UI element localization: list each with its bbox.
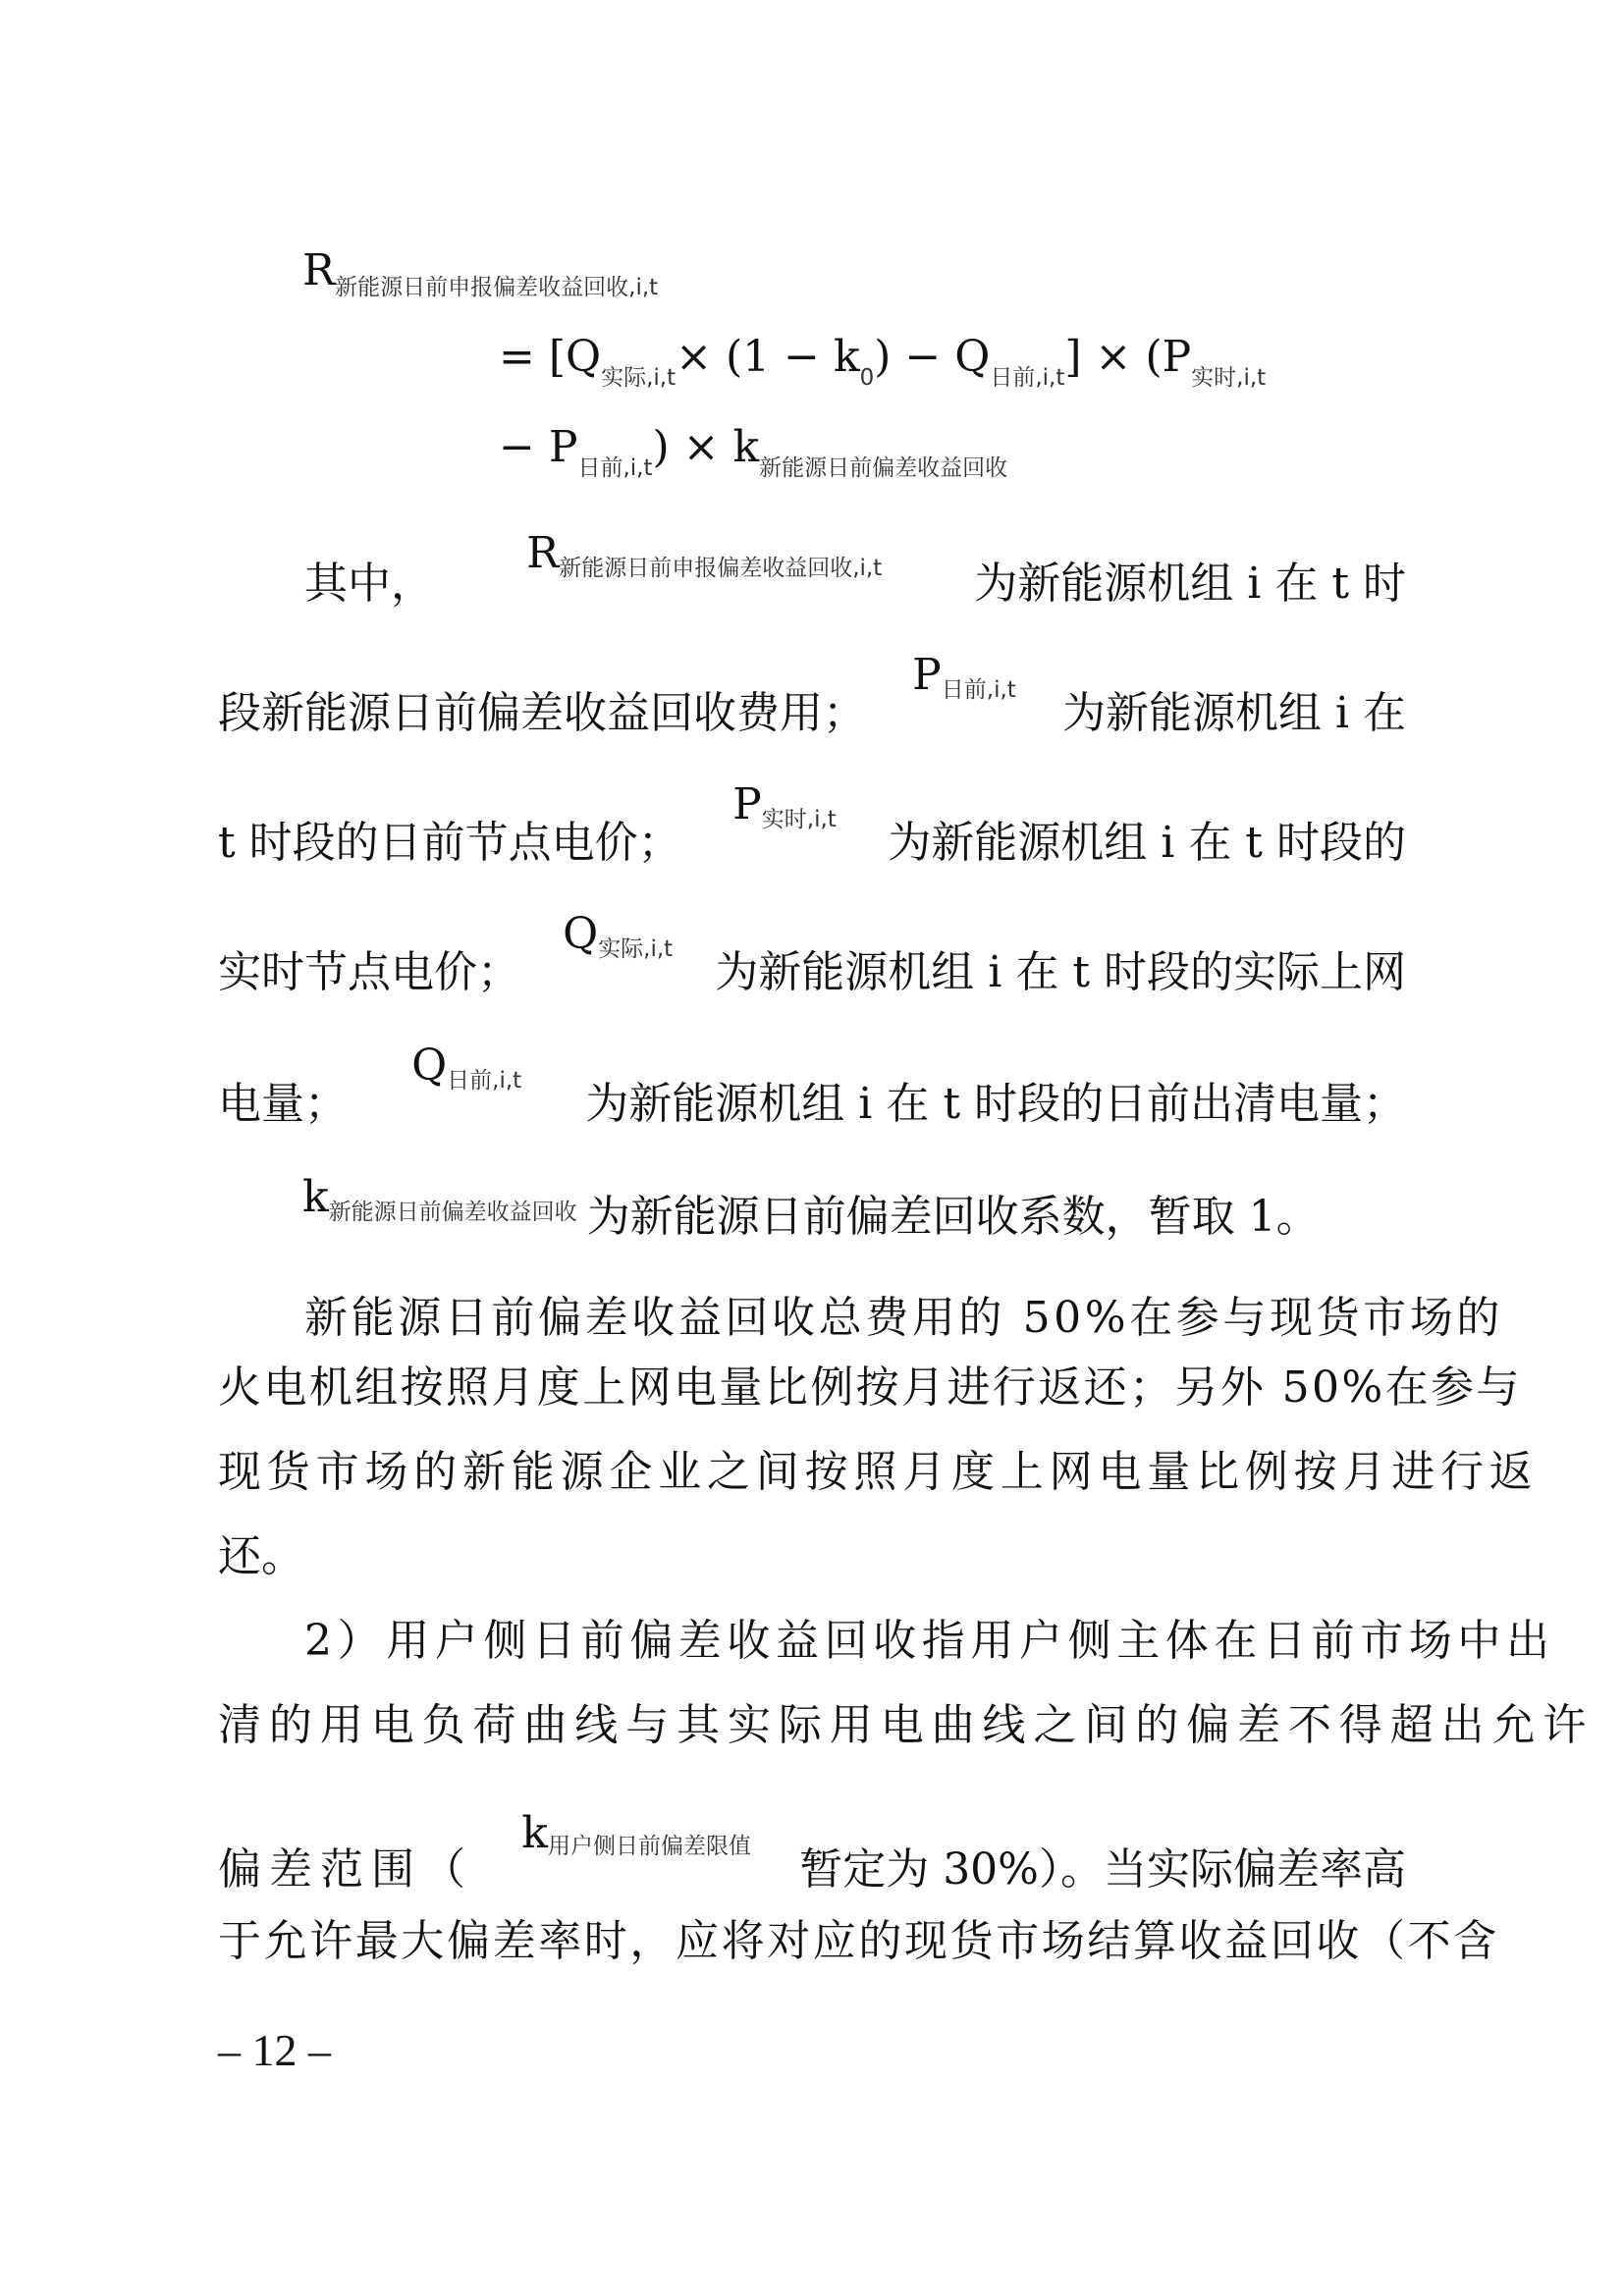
formula-sub: 新能源日前申报偏差收益回收,i,t bbox=[335, 275, 659, 300]
page-number: – 12 – bbox=[218, 2025, 331, 2075]
para2-line-1: 2）用户侧日前偏差收益回收指用户侧主体在日前市场中出 bbox=[304, 1616, 1555, 1666]
var-sub: 新能源日前偏差收益回收 bbox=[328, 1200, 577, 1225]
paragraph-text: 新能源日前偏差收益回收总费用的 50%在参与现货市场的 bbox=[304, 1293, 1503, 1343]
def-lead: t 时段的日前节点电价； bbox=[218, 818, 681, 868]
formula-line-3 bbox=[499, 422, 1008, 481]
def-line-5 bbox=[218, 1041, 1406, 1131]
var-sub: 实时,i,t bbox=[761, 807, 837, 832]
para2-line-3 bbox=[218, 1808, 1406, 1896]
para1-line-2: 火电机组按照月度上网电量比例按月进行返还；另外 50%在参与 bbox=[218, 1362, 1522, 1413]
formula-text: = [Q bbox=[499, 332, 602, 382]
def-lead: 段新能源日前偏差收益回收费用； bbox=[218, 688, 866, 738]
para2-tail: 暂定为 30%）。当实际偏差率高 bbox=[799, 1844, 1406, 1895]
def-line-1 bbox=[218, 528, 1406, 611]
para2-lead: 偏差范围（ bbox=[218, 1844, 473, 1895]
formula-sub: 日前,i,t bbox=[990, 365, 1065, 391]
def-var bbox=[912, 650, 1016, 713]
var-sub: 日前,i,t bbox=[941, 677, 1016, 703]
def-tail: 为新能源机组 i 在 t 时 bbox=[974, 559, 1406, 609]
formula-sub: 新能源日前偏差收益回收 bbox=[759, 455, 1008, 481]
formula-text: ) − Q bbox=[874, 332, 991, 382]
var-symbol: P bbox=[912, 650, 942, 700]
def-line-4 bbox=[218, 909, 1406, 999]
def-line-2 bbox=[218, 650, 1406, 740]
para2-line-2: 清的用电负荷曲线与其实际用电曲线之间的偏差不得超出允许 bbox=[218, 1700, 1595, 1750]
para2-line-4: 于允许最大偏差率时，应将对应的现货市场结算收益回收（不含 bbox=[218, 1916, 1499, 1966]
formula-line-1 bbox=[302, 245, 659, 300]
def-var bbox=[411, 1041, 521, 1103]
def-var bbox=[302, 1172, 577, 1225]
var-sub: 实际,i,t bbox=[598, 936, 674, 962]
def-lead: 其中， bbox=[304, 559, 434, 609]
formula-text: ) × k bbox=[652, 422, 760, 472]
var-symbol: Q bbox=[411, 1041, 448, 1091]
para1-line-3: 现货市场的新能源企业之间按照月度上网电量比例按月进行返 bbox=[218, 1447, 1539, 1497]
def-tail: 为新能源机组 i 在 t 时段的日前出清电量； bbox=[585, 1079, 1406, 1129]
var-symbol: R bbox=[526, 528, 560, 578]
formula-sub: 实时,i,t bbox=[1191, 365, 1267, 391]
formula-var-R: R bbox=[302, 245, 336, 295]
var-symbol: k bbox=[521, 1808, 548, 1858]
def-tail: 为新能源机组 i 在 t 时段的实际上网 bbox=[715, 947, 1406, 997]
def-var bbox=[526, 528, 882, 591]
def-var bbox=[563, 909, 673, 972]
para2-var bbox=[521, 1808, 751, 1871]
formula-text: × (1 − k bbox=[676, 332, 860, 382]
def-tail: 为新能源机组 i 在 t 时段的 bbox=[888, 818, 1406, 868]
def-line-6 bbox=[302, 1172, 1320, 1242]
formula-sub: 实际,i,t bbox=[601, 365, 677, 391]
formula-line-2 bbox=[499, 332, 1267, 391]
para1-line-4: 还。 bbox=[218, 1531, 304, 1581]
var-sub: 用户侧日前偏差限值 bbox=[547, 1834, 751, 1859]
def-lead: 电量； bbox=[218, 1079, 348, 1129]
var-sub: 新能源日前申报偏差收益回收,i,t bbox=[559, 556, 883, 581]
var-symbol: Q bbox=[563, 909, 599, 959]
def-lead: 实时节点电价； bbox=[218, 947, 520, 997]
var-symbol: P bbox=[732, 779, 762, 829]
formula-sub: 0 bbox=[859, 365, 875, 391]
formula-text: − P bbox=[499, 422, 578, 472]
def-line-3 bbox=[218, 779, 1406, 870]
var-symbol: k bbox=[302, 1172, 329, 1222]
def-var bbox=[732, 779, 837, 842]
def-tail: 为新能源日前偏差回收系数，暂取 1。 bbox=[586, 1192, 1320, 1242]
def-tail: 为新能源机组 i 在 bbox=[1061, 688, 1406, 738]
formula-sub: 日前,i,t bbox=[577, 455, 653, 481]
formula-text: ] × (P bbox=[1064, 332, 1192, 382]
para1-line-1 bbox=[304, 1282, 1503, 1345]
var-sub: 日前,i,t bbox=[447, 1068, 522, 1094]
